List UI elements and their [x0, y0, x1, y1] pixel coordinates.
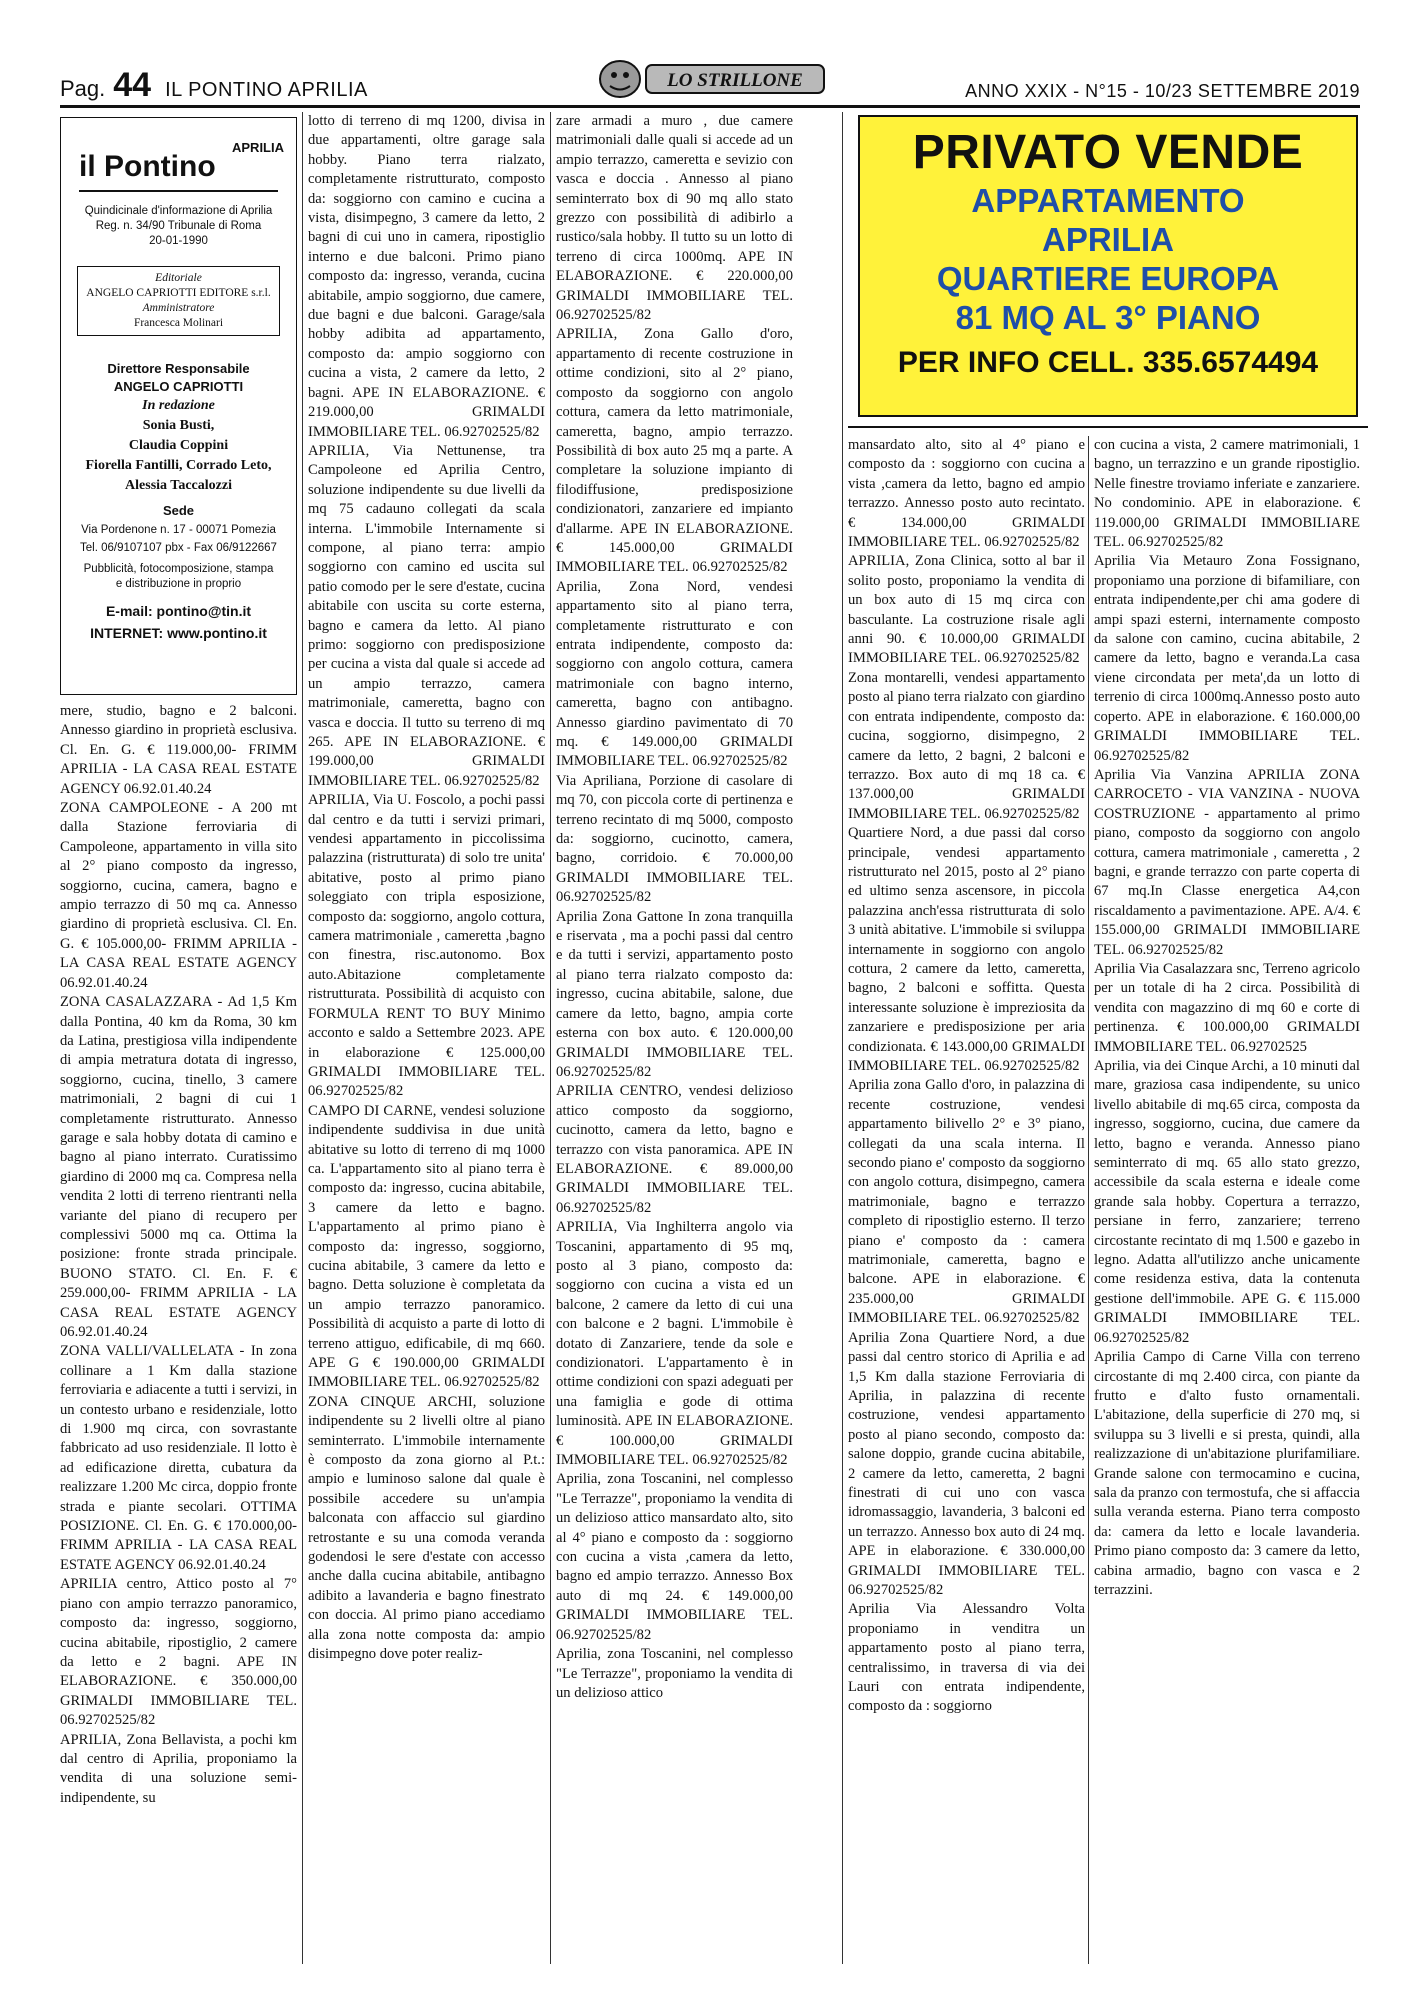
editor-name: ANGELO CAPRIOTTI EDITORE s.r.l. [86, 287, 271, 299]
direttore-label: Direttore Responsabile [107, 361, 250, 376]
page-label: Pag. [60, 76, 106, 101]
masthead-box [60, 117, 297, 695]
listing-paragraph: APRILIA, Via U. Foscolo, a pochi passi dal centro e da tutti i servizi primari, vendesi appartamento in piccolissima palazzina (ristrutturata) di solo tre unita' abitative, posto al primo piano soleggiato con tripla esposizione, composto da: soggiorno, angolo cottura, camera matrimoniale , cameretta ,bagno con finestra, risc.autonomo. Box auto.Abitazione completamente ristrutturata. Possibilità di acquisto con FORMULA RENT TO BUY Minimo acconto e saldo a Settembre 2023. APE in elaborazione € 125.000,00 GRIMALDI IMMOBILIARE TEL. 06.92702525/82 [308, 792, 545, 1100]
sede-phone: Tel. 06/9107107 pbx - Fax 06/9122667 [80, 542, 277, 554]
lo-strillone-logo [590, 55, 830, 101]
ad-divider [848, 426, 1368, 428]
listing-paragraph: lotto di terreno di mq 1200, divisa in due appartamenti, oltre garage sala hobby. Piano terra rialzato, completamente ristrutturato, composto da: soggiorno con camino e cucina a vista, disimpegno, 3 camere da letto, 2 bagni di cui uno in camera, ripostiglio interno e due balconi. Primo piano composto da: ingresso, veranda, cucina abitabile, ampio soggiorno, due camere, due bagni e due balconi. Garage/sala hobby adibita ad appartamento, composto da: ampio soggiorno con cucina a vista, 2 camere da letto, 2 bagni. APE IN ELABORAZIONE. € 219.000,00 GRIMALDI IMMOBILIARE TEL. 06.92702525/82 [308, 113, 545, 440]
ad-headline: PRIVATO VENDE [912, 126, 1304, 179]
sede-label: Sede [162, 503, 195, 518]
masthead-desc-line: Reg. n. 34/90 Tribunale di Roma [95, 220, 262, 232]
issue-info: ANNO XXIX - N°15 - 10/23 SETTEMBRE 2019 [965, 81, 1360, 101]
listing-paragraph: Aprilia Zona Quartiere Nord, a due passi dal centro storico di Aprilia e ad 1,5 Km dalla stazione Ferroviaria di Aprilia, in palazzina di recente costruzione, vendesi appartamento posto al piano secondo, composto da: salone doppio, grande cucina abitabile, 2 camere da letto, cameretta, 2 bagni finestrati di cui uno con vasca idromassaggio, lavanderia, 3 balconi ed un terrazzo. Annesso box auto di 24 mq. APE in elaborazione. € 330.000,00 GRIMALDI IMMOBILIARE TEL. 06.92702525/82 [848, 1329, 1085, 1598]
staff-section [67, 360, 290, 592]
listing-paragraph: APRILIA, Via Nettunense, tra Campoleone ed Aprilia Centro, soluzione indipendente su due livelli da mq 75 cadauno collegati da scala interna. L'immobile Internamente si compone, al piano terra: ampio soggiorno con camino ed uscita sul patio comodo per le sere d'estate, cucina abitabile con uscita su corte esterna, bagno e camera da letto. Al piano primo: soggiorno con predisposizione per cucina a vista dal quale si accede ad un ampio terrazzo, camera matrimoniale, cameretta, bagno con vasca e doccia. Il tutto su terreno di mq 265. APE IN ELABORAZIONE. € 199.000,00 GRIMALDI IMMOBILIARE TEL. 06.92702525/82 [308, 442, 545, 789]
listing-paragraph: Aprilia, Zona Nord, vendesi appartamento sito al piano terra, completamente ristrutturato e con entrata indipendente, composto da: soggiorno con angolo cottura, camera matrimoniale con bagno interno, cameretta, bagno con antibagno. Annesso giardino pavimentato di 70 mq. € 149.000,00 GRIMALDI IMMOBILIARE TEL. 06.92702525/82 [556, 578, 793, 770]
redazione-member: Alessia Taccalozzi [125, 478, 232, 493]
sede-address: Via Pordenone n. 17 - 00071 Pomezia [81, 524, 276, 536]
listing-paragraph: APRILIA CENTRO, vendesi delizioso attico composto da soggiorno, cucinotto, camera da letto, bagno e terrazzo con vista panoramica. APE IN ELABORAZIONE. € 89.000,00 GRIMALDI IMMOBILIARE TEL. 06.92702525/82 [556, 1083, 793, 1216]
page-number: 44 [113, 66, 152, 104]
redazione-member: Sonia Busti, [142, 418, 215, 433]
ad-contact: PER INFO CELL. 335.6574494 [897, 346, 1319, 379]
listing-paragraph: ZONA CINQUE ARCHI, soluzione indipendente su 2 livelli oltre al piano seminterrato. L'immobile internamente è composto da zona giorno al P.t.: ampio e luminoso salone dal quale è possibile accedere su un'ampia balconata con affaccio sul giardino retrostante e su una comoda veranda godendosi le sere d'estate con accesso anche dalla cucina abitabile, antibagno adibito a lavanderia e bagno finestrato con doccia. Al primo piano accediamo alla zona notte composta da: ampio disimpegno dove poter realiz- [308, 1393, 545, 1663]
listing-paragraph: Aprilia, zona Toscanini, nel complesso "Le Terrazze", proponiamo la vendita di un delizioso attico mansardato alto, sito al 4° piano e composto da : soggiorno con cucina a vista ,camera da letto, bagno ed ampio terrazzo. Annesso Box auto di mq 24. € 149.000,00 GRIMALDI IMMOBILIARE TEL. 06.92702525/82 [556, 1471, 793, 1643]
listing-paragraph: Aprilia, zona Toscanini, nel complesso "Le Terrazze", proponiamo la vendita di un delizioso attico [556, 1646, 793, 1701]
listing-paragraph: ZONA CAMPOLEONE - A 200 mt dalla Stazione ferroviaria di Campoleone, appartamento in villa sito al 2° piano composto da ingresso, soggiorno, cucina, camera, bagno e ampio terrazzo di 50 mq ca. Annesso giardino di proprietà esclusiva. Cl. En. G. € 105.000,00- FRIMM APRILIA - LA CASA REAL ESTATE AGENCY 06.92.01.40.24 [60, 800, 297, 991]
redazione-member: Fiorella Fantilli, Corrado Leto, [85, 458, 272, 473]
listing-paragraph: Aprilia Campo di Carne Villa con terreno circostante di mq 2.400 circa, con piante da frutto e d'alto fusto ornamentali. L'abitazione, della superficie di 270 mq, si sviluppa su 3 livelli e si presta, quindi, alla realizzazione di un'abitazione plurifamiliare. Grande salone con termocamino e cucina, sala da pranzo con termostufa, che si affaccia sulla veranda esterna. Piano terra composto da: camera da letto e locale lavanderia. Primo piano composto da: 3 camere da letto, cabina armadio, bagno con vasca e 2 terrazzini. [1094, 1349, 1360, 1598]
listing-paragraph: APRILIA centro, Attico posto al 7° piano con ampio terrazzo panoramico, composto da: ingresso, soggiorno, cucina abitabile, ripostiglio, 2 camere da letto e 2 bagni. APE IN ELABORAZIONE. € 350.000,00 GRIMALDI IMMOBILIARE TEL. 06.92702525/82 [60, 1576, 297, 1729]
amministratore-name: Francesca Molinari [133, 317, 224, 329]
masthead-description [67, 204, 290, 249]
masthead-city: APRILIA [232, 140, 284, 155]
masthead-website: INTERNET: www.pontino.it [90, 625, 267, 641]
listing-paragraph: Zona montarelli, vendesi appartamento posto al piano terra rialzato con giardino con entrata indipendente, composto da: cucina, soggiorno, disimpegno, 2 camere da letto, 2 bagni, 2 balconi e terrazzo. Box auto di mq 18 ca. € 137.000,00 GRIMALDI IMMOBILIARE TEL. 06.92702525/82 [848, 669, 1085, 822]
ad-line: APRILIA [1042, 221, 1174, 258]
services-line: e distribuzione in proprio [115, 578, 242, 590]
masthead-contact [65, 600, 292, 644]
listing-paragraph: Aprilia Via Metauro Zona Fossignano, proponiamo una porzione di bifamiliare, con entrata indipendente,per chi ama godere di ampi spazi esterni, internamente composto da salone con camino, cucina abitabile, 2 camere da letto, bagno e veranda.La casa viene circondata per meta',da un lotto di terrenio di circa 1000mq.Annesso posto auto coperto. APE in elaborazione. € 160.000,00 GRIMALDI IMMOBILIARE TEL. 06.92702525/82 [1094, 553, 1360, 764]
listing-paragraph: CAMPO DI CARNE, vendesi soluzione indipendente suddivisa in due unità abitative su lotto di terreno di mq 1000 ca. L'appartamento sito al piano terra è composto da: ingresso, cucina abitabile, 3 camere da letto e bagno. L'appartamento al primo piano è composto da: ingresso, soggiorno, cucina abitabile, 3 camere da letto e bagno. Detta soluzione è completata da un ampio terrazzo panoramico. Possibilità di acquisto a parte di lotto di terreno attiguo, edificabile, di mq 660. APE G € 190.000,00 GRIMALDI IMMOBILIARE TEL. 06.92702525/82 [308, 1102, 545, 1391]
editoriale-label: Editoriale [155, 272, 202, 284]
page-header-left [60, 60, 368, 102]
listings-column-1 [60, 702, 297, 1964]
masthead-divider [79, 190, 278, 192]
column-separator [302, 112, 303, 1964]
redazione-member: Claudia Coppini [128, 438, 229, 453]
masthead-email: E-mail: pontino@tin.it [105, 603, 252, 619]
column-separator [842, 112, 843, 1964]
publication-name: IL PONTINO APRILIA [165, 79, 368, 101]
ad-line: QUARTIERE EUROPA [936, 260, 1280, 297]
masthead-title: il Pontino [79, 150, 216, 183]
logo-text: LO STRILLONE [667, 70, 803, 91]
listing-paragraph: zare armadi a muro , due camere matrimoniali dalle quali si accede ad un ampio terrazzo, cameretta e sevizio con vasca e doccia . Annesso al piano seminterrato box di 90 mq allo stato grezzo con possibilità di adibirlo a rustico/sala hobby. Il tutto su un lotto di terreno di circa 1000mq. APE IN ELABORAZIONE. € 220.000,00 GRIMALDI IMMOBILIARE TEL. 06.92702525/82 [556, 113, 793, 324]
ad-line: 81 MQ AL 3° PIANO [955, 299, 1261, 336]
listing-paragraph: Via Apriliana, Porzione di casolare di mq 70, con piccola corte di pertinenza e terreno recintato di mq 5000, composto da: soggiorno, cucinotto, camera, bagno, corridoio. € 70.000,00 GRIMALDI IMMOBILIARE TEL. 06.92702525/82 [556, 772, 793, 906]
listing-paragraph: mere, studio, bagno e 2 balconi. Annesso giardino in proprietà esclusiva. Cl. En. G. € 119.000,00- FRIMM APRILIA - LA CASA REAL ESTATE AGENCY 06.92.01.40.24 [60, 703, 297, 797]
header-rule [60, 105, 1360, 108]
column-separator [550, 112, 551, 1964]
listing-paragraph: Aprilia zona Gallo d'oro, in palazzina di recente costruzione, vendesi appartamento bilivello 2° e 3° piano, collegati da una scala interna. Il secondo piano e' composto da soggiorno con angolo cottura, disimpegno, camera matrimoniale, bagno e terrazzo completo di ripostiglio esterno. Il terzo piano e' composto da : camera matrimoniale, cameretta, bagno e balcone. APE in elaborazione. € 235.000,00 GRIMALDI IMMOBILIARE TEL. 06.92702525/82 [848, 1077, 1085, 1327]
masthead-desc-line: 20-01-1990 [149, 235, 208, 247]
listing-paragraph: APRILIA, Via Inghilterra angolo via Toscanini, appartamento di 95 mq, posto al 3 piano, composto da: soggiorno con cucina a vista ed un balcone, 2 camere da letto di cui una con balcone e 2 bagni. L'immobile è dotato di Zanzariere, tende da sole e condizionatori. L'appartamento è in ottime condizioni con spazi adeguati per una famiglia e gode di ottima luminosità. APE IN ELABORAZIONE. € 100.000,00 GRIMALDI IMMOBILIARE TEL. 06.92702525/82 [556, 1219, 793, 1469]
listings-column-3 [556, 112, 793, 1964]
redazione-label: In redazione [142, 398, 215, 413]
amministratore-label: Amministratore [142, 302, 215, 314]
listing-paragraph: ZONA CASALAZZARA - Ad 1,5 Km dalla Pontina, 40 km da Roma, 30 km da Latina, prestigiosa villa indipendente di ampia metratura dotata di ingresso, soggiorno, cucina, tinello, 3 camere matrimoniali, 2 bagni di cui 1 completamente ristrutturato. Annesso garage e sala hobby dotata di camino e bagno al piano interrato. Curatissimo giardino di 2000 mq ca. Compresa nella vendita 2 lotti di terreno rientranti nella variante del piano di recupero per complessivi 5000 mq ca. Ottima la posizione: fronte strada principale. BUONO STATO. Cl. En. F. € 259.000,00- FRIMM APRILIA - LA CASA REAL ESTATE AGENCY 06.92.01.40.24 [60, 994, 297, 1340]
masthead-desc-line: Quindicinale d'informazione di Aprilia [84, 205, 273, 217]
listing-paragraph: Aprilia Via Alessandro Volta proponiamo in venditra un appartamento posto al piano terra, centralissimo, in traversa di via dei Lauri con entrata indipendente, composto da : soggiorno [848, 1601, 1085, 1715]
listings-column-4 [848, 436, 1085, 1964]
direttore-name: ANGELO CAPRIOTTI [113, 379, 244, 394]
listing-paragraph: con cucina a vista, 2 camere matrimoniali, 1 bagno, un terrazzino e un grande ripostiglio. Nelle finestre troviamo inferiate e zanzariere. No condominio. APE in elaborazione. € 119.000,00 GRIMALDI IMMOBILIARE TEL. 06.92702525/82 [1094, 437, 1360, 551]
listings-column-5 [1094, 436, 1360, 1964]
listing-paragraph: Aprilia Zona Gattone In zona tranquilla e riservata , ma a pochi passi dal centro e da tutti i servizi, appartamento posto al piano terra rialzato composto da: ingresso, cucina abitabile, salone, due camere da letto, bagno, ampia corte esterna con box auto. € 120.000,00 GRIMALDI IMMOBILIARE TEL. 06.92702525/82 [556, 908, 793, 1080]
listing-paragraph: APRILIA, Zona Clinica, sotto al bar il solito posto, proponiamo la vendita di un box auto di 15 mq circa con basculante. La costruzione risale agli anni 90. € 10.000,00 GRIMALDI IMMOBILIARE TEL. 06.92702525/82 [848, 553, 1085, 667]
listing-paragraph: mansardato alto, sito al 4° piano e composto da : soggiorno con cucina a vista ,camera da letto, bagno ed ampio terrazzo. Annesso posto auto recintato. € 134.000,00 GRIMALDI IMMOBILIARE TEL. 06.92702525/82 [848, 437, 1085, 551]
listing-paragraph: Aprilia Via Casalazzara snc, Terreno agricolo per un totale di ha 2 circa. Possibilità di vendita con magazzino di mq 60 e corte di pertinenza. € 100.000,00 GRIMALDI IMMOBILIARE TEL. 06.92702525 [1094, 960, 1360, 1055]
listing-paragraph: APRILIA, Zona Gallo d'oro, appartamento di recente costruzione in ottime condizioni, sito al 2° piano, composto da soggiorno con angolo cottura, camera da letto matrimoniale, cameretta, bagno, ampio terrazzo. Possibilità di box auto 25 mq a parte. A completare la soluzione impianto di filodiffusione, predisposizione condizionatori, zanzariere ed impianto d'allarme. APE IN ELABORAZIONE. € 145.000,00 GRIMALDI IMMOBILIARE TEL. 06.92702525/82 [556, 326, 793, 576]
listings-column-2 [308, 112, 545, 1964]
editorial-box [77, 266, 280, 336]
listing-paragraph: Aprilia, via dei Cinque Archi, a 10 minuti dal mare, graziosa casa indipendente, su unico livello abitabile di mq.65 circa, composta da ingresso, soggiorno, cucina, due camere da letto, bagno e veranda. Annesso piano seminterrato di mq. 65 allo stato grezzo, accessibile da scala esterna e ideale come grande sala hobby. Copertura a terrazzo, persiane in ferro, zanzariere; terreno circostante recintato di mq 1.500 e gazebo in legno. Adatta all'utilizzo anche unicamente come residenza estiva, data la contenuta gestione dell'immobile. APE G. € 115.000 GRIMALDI IMMOBILIARE TEL. 06.92702525/82 [1094, 1058, 1360, 1346]
listing-paragraph: ZONA VALLI/VALLELATA - In zona collinare a 1 Km dalla stazione ferroviaria e adiacente a tutti i servizi, in un contesto urbano e residenziale, lotto di 1.900 mq circa, con sovrastante fabbricato ad uso residenziale. Il lotto è ad edificazione diretta, cubatura da realizzare 1.200 Mc circa, doppio fronte strada e piante secolari. OTTIMA POSIZIONE. Cl. En. G. € 170.000,00- FRIMM APRILIA - LA CASA REAL ESTATE AGENCY 06.92.01.40.24 [60, 1343, 297, 1573]
column-separator [1088, 436, 1089, 1964]
listing-paragraph: APRILIA, Zona Bellavista, a pochi km dal centro di Aprilia, proponiamo la vendita di una soluzione semi-indipendente, su [60, 1731, 297, 1806]
listing-paragraph: Aprilia Via Vanzina APRILIA ZONA CARROCETO - VIA VANZINA - NUOVA COSTRUZIONE - appartamento al primo piano, composto da soggiorno con angolo cottura, camera matrimoniale , cameretta , 2 bagni, e grande terrazzo con parte coperta di 67 mq.In Classe energetica A4,con riscaldamento a pavimentazione. APE. A/4. € 155.000,00 GRIMALDI IMMOBILIARE TEL. 06.92702525/82 [1094, 766, 1360, 958]
private-sale-ad [858, 115, 1358, 417]
services-line: Pubblicità, fotocomposizione, stampa [83, 563, 274, 575]
listing-paragraph: Quartiere Nord, a due passi dal corso principale, vendesi appartamento ristrutturato nel 2015, posto al 2° piano ed ultimo senza ascensore, in piccola palazzina anch'essa ristrutturata di solo 3 unità abitative. L'immobile si sviluppa internamente in soggiorno con angolo cottura, 2 camere da letto, cameretta, bagno, 2 balconi e soffitta. Questa interessante soluzione è impreziosita da zanzariere e predisposizione per aria condizionata. € 143.000,00 GRIMALDI IMMOBILIARE TEL. 06.92702525/82 [848, 825, 1085, 1074]
ad-line: APPARTAMENTO [971, 182, 1245, 219]
